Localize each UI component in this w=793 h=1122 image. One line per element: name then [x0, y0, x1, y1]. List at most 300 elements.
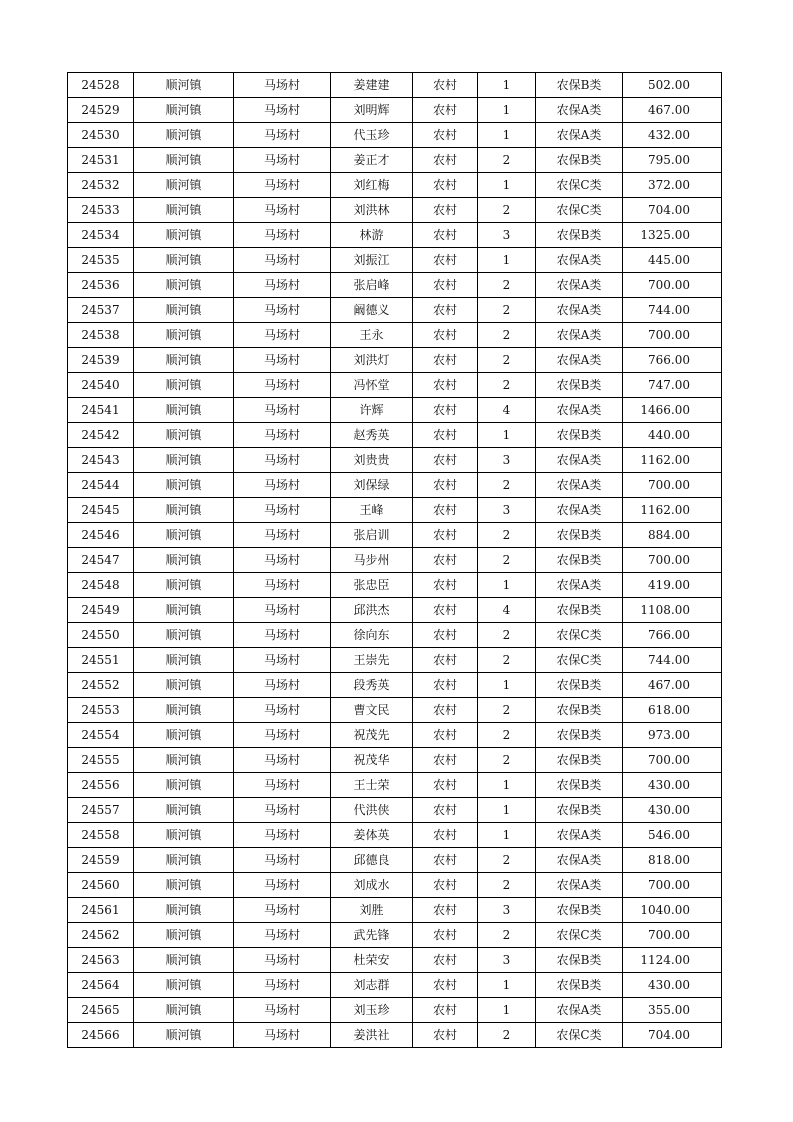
table-row — [68, 848, 722, 873]
cell-area: 农村 — [413, 98, 478, 123]
cell-amount: 1108.00 — [623, 598, 722, 623]
cell-id: 24560 — [68, 873, 134, 898]
cell-town: 顺河镇 — [134, 498, 234, 523]
table-row — [68, 98, 722, 123]
cell-category: 农保B类 — [536, 798, 623, 823]
cell-count: 2 — [478, 198, 536, 223]
cell-amount: 430.00 — [623, 973, 722, 998]
cell-name: 姜洪社 — [331, 1023, 413, 1048]
cell-amount: 372.00 — [623, 173, 722, 198]
cell-name: 代洪侠 — [331, 798, 413, 823]
cell-count: 1 — [478, 573, 536, 598]
cell-area: 农村 — [413, 923, 478, 948]
cell-category: 农保B类 — [536, 598, 623, 623]
cell-area: 农村 — [413, 698, 478, 723]
cell-area: 农村 — [413, 373, 478, 398]
cell-count: 2 — [478, 373, 536, 398]
cell-count: 2 — [478, 723, 536, 748]
cell-id: 24547 — [68, 548, 134, 573]
table-row — [68, 248, 722, 273]
cell-id: 24545 — [68, 498, 134, 523]
cell-name: 冯怀堂 — [331, 373, 413, 398]
cell-area: 农村 — [413, 723, 478, 748]
cell-id: 24551 — [68, 648, 134, 673]
cell-area: 农村 — [413, 848, 478, 873]
cell-town: 顺河镇 — [134, 923, 234, 948]
cell-name: 姜正才 — [331, 148, 413, 173]
cell-town: 顺河镇 — [134, 973, 234, 998]
cell-name: 阚德义 — [331, 298, 413, 323]
cell-name: 曹文民 — [331, 698, 413, 723]
table-row — [68, 873, 722, 898]
cell-town: 顺河镇 — [134, 448, 234, 473]
cell-village: 马场村 — [234, 273, 331, 298]
cell-amount: 1325.00 — [623, 223, 722, 248]
cell-town: 顺河镇 — [134, 248, 234, 273]
cell-name: 刘洪灯 — [331, 348, 413, 373]
cell-category: 农保B类 — [536, 548, 623, 573]
cell-category: 农保A类 — [536, 573, 623, 598]
cell-name: 刘玉珍 — [331, 998, 413, 1023]
cell-amount: 1040.00 — [623, 898, 722, 923]
cell-area: 农村 — [413, 73, 478, 98]
cell-village: 马场村 — [234, 873, 331, 898]
cell-village: 马场村 — [234, 998, 331, 1023]
cell-category: 农保B类 — [536, 523, 623, 548]
cell-category: 农保A类 — [536, 398, 623, 423]
table-row — [68, 673, 722, 698]
cell-town: 顺河镇 — [134, 348, 234, 373]
cell-id: 24528 — [68, 73, 134, 98]
cell-village: 马场村 — [234, 198, 331, 223]
cell-village: 马场村 — [234, 148, 331, 173]
cell-area: 农村 — [413, 323, 478, 348]
cell-count: 3 — [478, 948, 536, 973]
cell-village: 马场村 — [234, 573, 331, 598]
cell-name: 杜荣安 — [331, 948, 413, 973]
cell-amount: 467.00 — [623, 673, 722, 698]
cell-name: 祝茂先 — [331, 723, 413, 748]
cell-area: 农村 — [413, 223, 478, 248]
cell-area: 农村 — [413, 573, 478, 598]
cell-amount: 440.00 — [623, 423, 722, 448]
cell-category: 农保A类 — [536, 448, 623, 473]
cell-id: 24535 — [68, 248, 134, 273]
table-row — [68, 698, 722, 723]
table-row — [68, 948, 722, 973]
cell-town: 顺河镇 — [134, 798, 234, 823]
cell-amount: 430.00 — [623, 798, 722, 823]
cell-name: 刘保绿 — [331, 473, 413, 498]
cell-category: 农保A类 — [536, 848, 623, 873]
cell-category: 农保C类 — [536, 1023, 623, 1048]
cell-id: 24552 — [68, 673, 134, 698]
cell-name: 代玉珍 — [331, 123, 413, 148]
cell-village: 马场村 — [234, 848, 331, 873]
cell-name: 王士荣 — [331, 773, 413, 798]
cell-count: 3 — [478, 223, 536, 248]
cell-name: 段秀英 — [331, 673, 413, 698]
cell-town: 顺河镇 — [134, 998, 234, 1023]
cell-count: 4 — [478, 398, 536, 423]
cell-town: 顺河镇 — [134, 948, 234, 973]
cell-town: 顺河镇 — [134, 548, 234, 573]
cell-id: 24539 — [68, 348, 134, 373]
cell-category: 农保B类 — [536, 973, 623, 998]
cell-town: 顺河镇 — [134, 523, 234, 548]
cell-category: 农保B类 — [536, 373, 623, 398]
cell-village: 马场村 — [234, 348, 331, 373]
cell-village: 马场村 — [234, 648, 331, 673]
cell-category: 农保A类 — [536, 998, 623, 1023]
cell-village: 马场村 — [234, 598, 331, 623]
cell-area: 农村 — [413, 423, 478, 448]
cell-name: 刘贵贵 — [331, 448, 413, 473]
table-row — [68, 573, 722, 598]
cell-count: 2 — [478, 298, 536, 323]
cell-id: 24558 — [68, 823, 134, 848]
cell-village: 马场村 — [234, 948, 331, 973]
cell-amount: 419.00 — [623, 573, 722, 598]
cell-id: 24546 — [68, 523, 134, 548]
cell-village: 马场村 — [234, 298, 331, 323]
cell-name: 张启峰 — [331, 273, 413, 298]
cell-id: 24561 — [68, 898, 134, 923]
cell-category: 农保B类 — [536, 223, 623, 248]
table-row — [68, 123, 722, 148]
cell-town: 顺河镇 — [134, 773, 234, 798]
cell-category: 农保C类 — [536, 173, 623, 198]
table-row — [68, 348, 722, 373]
cell-village: 马场村 — [234, 723, 331, 748]
cell-count: 1 — [478, 798, 536, 823]
cell-amount: 747.00 — [623, 373, 722, 398]
cell-town: 顺河镇 — [134, 748, 234, 773]
table-row — [68, 898, 722, 923]
cell-category: 农保B类 — [536, 698, 623, 723]
cell-category: 农保B类 — [536, 423, 623, 448]
table-row — [68, 973, 722, 998]
cell-category: 农保A类 — [536, 298, 623, 323]
cell-count: 2 — [478, 748, 536, 773]
cell-id: 24549 — [68, 598, 134, 623]
cell-village: 马场村 — [234, 773, 331, 798]
cell-village: 马场村 — [234, 73, 331, 98]
table-row — [68, 498, 722, 523]
cell-id: 24541 — [68, 398, 134, 423]
cell-amount: 467.00 — [623, 98, 722, 123]
cell-area: 农村 — [413, 948, 478, 973]
cell-id: 24542 — [68, 423, 134, 448]
cell-id: 24562 — [68, 923, 134, 948]
cell-count: 1 — [478, 98, 536, 123]
cell-count: 2 — [478, 648, 536, 673]
table-row — [68, 923, 722, 948]
cell-name: 林游 — [331, 223, 413, 248]
cell-village: 马场村 — [234, 473, 331, 498]
cell-area: 农村 — [413, 248, 478, 273]
cell-area: 农村 — [413, 873, 478, 898]
cell-area: 农村 — [413, 298, 478, 323]
cell-count: 2 — [478, 1023, 536, 1048]
cell-count: 2 — [478, 623, 536, 648]
table-row — [68, 223, 722, 248]
cell-count: 2 — [478, 348, 536, 373]
cell-village: 马场村 — [234, 223, 331, 248]
cell-area: 农村 — [413, 273, 478, 298]
cell-id: 24553 — [68, 698, 134, 723]
table-row — [68, 598, 722, 623]
cell-count: 3 — [478, 448, 536, 473]
cell-id: 24540 — [68, 373, 134, 398]
cell-amount: 766.00 — [623, 623, 722, 648]
cell-town: 顺河镇 — [134, 473, 234, 498]
cell-category: 农保A类 — [536, 248, 623, 273]
cell-name: 王崇先 — [331, 648, 413, 673]
cell-category: 农保A类 — [536, 348, 623, 373]
cell-village: 马场村 — [234, 98, 331, 123]
cell-town: 顺河镇 — [134, 873, 234, 898]
table-row — [68, 523, 722, 548]
cell-id: 24533 — [68, 198, 134, 223]
cell-id: 24529 — [68, 98, 134, 123]
cell-count: 1 — [478, 173, 536, 198]
cell-id: 24556 — [68, 773, 134, 798]
cell-name: 邱德良 — [331, 848, 413, 873]
cell-count: 2 — [478, 473, 536, 498]
cell-id: 24557 — [68, 798, 134, 823]
table-row — [68, 198, 722, 223]
cell-amount: 973.00 — [623, 723, 722, 748]
cell-name: 张忠臣 — [331, 573, 413, 598]
table-row — [68, 423, 722, 448]
cell-town: 顺河镇 — [134, 623, 234, 648]
cell-town: 顺河镇 — [134, 373, 234, 398]
cell-name: 刘胜 — [331, 898, 413, 923]
cell-name: 张启训 — [331, 523, 413, 548]
table-body — [68, 73, 722, 1048]
cell-category: 农保B类 — [536, 898, 623, 923]
cell-count: 1 — [478, 73, 536, 98]
cell-village: 马场村 — [234, 173, 331, 198]
cell-village: 马场村 — [234, 898, 331, 923]
cell-area: 农村 — [413, 148, 478, 173]
cell-area: 农村 — [413, 648, 478, 673]
cell-category: 农保A类 — [536, 873, 623, 898]
cell-amount: 818.00 — [623, 848, 722, 873]
cell-amount: 700.00 — [623, 273, 722, 298]
cell-category: 农保A类 — [536, 273, 623, 298]
cell-area: 农村 — [413, 123, 478, 148]
cell-count: 1 — [478, 773, 536, 798]
cell-category: 农保A类 — [536, 98, 623, 123]
cell-name: 刘振江 — [331, 248, 413, 273]
cell-id: 24531 — [68, 148, 134, 173]
cell-town: 顺河镇 — [134, 198, 234, 223]
cell-village: 马场村 — [234, 823, 331, 848]
cell-amount: 744.00 — [623, 648, 722, 673]
cell-category: 农保B类 — [536, 148, 623, 173]
cell-amount: 704.00 — [623, 198, 722, 223]
table-row — [68, 148, 722, 173]
cell-amount: 1466.00 — [623, 398, 722, 423]
cell-amount: 1162.00 — [623, 498, 722, 523]
cell-village: 马场村 — [234, 623, 331, 648]
cell-category: 农保A类 — [536, 473, 623, 498]
cell-town: 顺河镇 — [134, 273, 234, 298]
cell-name: 姜建建 — [331, 73, 413, 98]
cell-village: 马场村 — [234, 548, 331, 573]
cell-id: 24559 — [68, 848, 134, 873]
cell-village: 马场村 — [234, 123, 331, 148]
cell-id: 24543 — [68, 448, 134, 473]
cell-category: 农保C类 — [536, 648, 623, 673]
cell-amount: 1124.00 — [623, 948, 722, 973]
cell-amount: 355.00 — [623, 998, 722, 1023]
cell-id: 24536 — [68, 273, 134, 298]
cell-id: 24532 — [68, 173, 134, 198]
cell-name: 王永 — [331, 323, 413, 348]
cell-name: 刘洪林 — [331, 198, 413, 223]
cell-id: 24550 — [68, 623, 134, 648]
cell-amount: 432.00 — [623, 123, 722, 148]
cell-count: 2 — [478, 698, 536, 723]
cell-village: 马场村 — [234, 498, 331, 523]
cell-town: 顺河镇 — [134, 123, 234, 148]
cell-name: 姜体英 — [331, 823, 413, 848]
cell-town: 顺河镇 — [134, 98, 234, 123]
cell-amount: 700.00 — [623, 923, 722, 948]
cell-category: 农保A类 — [536, 498, 623, 523]
table-row — [68, 173, 722, 198]
cell-category: 农保C类 — [536, 923, 623, 948]
cell-area: 农村 — [413, 973, 478, 998]
cell-name: 邱洪杰 — [331, 598, 413, 623]
cell-village: 马场村 — [234, 673, 331, 698]
cell-count: 1 — [478, 973, 536, 998]
cell-count: 2 — [478, 523, 536, 548]
cell-town: 顺河镇 — [134, 598, 234, 623]
table-row — [68, 73, 722, 98]
cell-area: 农村 — [413, 198, 478, 223]
cell-name: 王峰 — [331, 498, 413, 523]
cell-category: 农保C类 — [536, 623, 623, 648]
cell-area: 农村 — [413, 398, 478, 423]
table-row — [68, 548, 722, 573]
table-row — [68, 473, 722, 498]
table-row — [68, 323, 722, 348]
cell-town: 顺河镇 — [134, 698, 234, 723]
cell-town: 顺河镇 — [134, 723, 234, 748]
cell-category: 农保A类 — [536, 823, 623, 848]
cell-id: 24548 — [68, 573, 134, 598]
table-row — [68, 373, 722, 398]
cell-id: 24566 — [68, 1023, 134, 1048]
cell-count: 1 — [478, 123, 536, 148]
cell-village: 马场村 — [234, 398, 331, 423]
cell-town: 顺河镇 — [134, 898, 234, 923]
table-row — [68, 1023, 722, 1048]
table-row — [68, 823, 722, 848]
cell-count: 1 — [478, 823, 536, 848]
cell-category: 农保A类 — [536, 123, 623, 148]
cell-amount: 700.00 — [623, 748, 722, 773]
cell-amount: 744.00 — [623, 298, 722, 323]
cell-id: 24563 — [68, 948, 134, 973]
cell-category: 农保C类 — [536, 198, 623, 223]
cell-count: 2 — [478, 923, 536, 948]
cell-name: 徐向东 — [331, 623, 413, 648]
table-row — [68, 398, 722, 423]
cell-count: 2 — [478, 273, 536, 298]
cell-area: 农村 — [413, 673, 478, 698]
cell-amount: 700.00 — [623, 323, 722, 348]
cell-town: 顺河镇 — [134, 848, 234, 873]
cell-village: 马场村 — [234, 373, 331, 398]
cell-count: 3 — [478, 498, 536, 523]
cell-area: 农村 — [413, 498, 478, 523]
table-row — [68, 623, 722, 648]
cell-area: 农村 — [413, 348, 478, 373]
cell-id: 24554 — [68, 723, 134, 748]
cell-id: 24555 — [68, 748, 134, 773]
cell-count: 2 — [478, 848, 536, 873]
cell-name: 刘成水 — [331, 873, 413, 898]
cell-count: 2 — [478, 148, 536, 173]
cell-id: 24544 — [68, 473, 134, 498]
cell-village: 马场村 — [234, 448, 331, 473]
cell-amount: 1162.00 — [623, 448, 722, 473]
cell-town: 顺河镇 — [134, 673, 234, 698]
cell-count: 2 — [478, 548, 536, 573]
cell-count: 4 — [478, 598, 536, 623]
cell-village: 马场村 — [234, 423, 331, 448]
cell-category: 农保B类 — [536, 748, 623, 773]
cell-amount: 502.00 — [623, 73, 722, 98]
data-table — [67, 72, 722, 1048]
cell-town: 顺河镇 — [134, 298, 234, 323]
cell-area: 农村 — [413, 598, 478, 623]
cell-category: 农保B类 — [536, 773, 623, 798]
cell-town: 顺河镇 — [134, 423, 234, 448]
cell-amount: 700.00 — [623, 873, 722, 898]
cell-id: 24565 — [68, 998, 134, 1023]
cell-id: 24534 — [68, 223, 134, 248]
cell-town: 顺河镇 — [134, 323, 234, 348]
cell-category: 农保B类 — [536, 948, 623, 973]
cell-count: 2 — [478, 873, 536, 898]
cell-amount: 546.00 — [623, 823, 722, 848]
cell-town: 顺河镇 — [134, 173, 234, 198]
cell-name: 马步州 — [331, 548, 413, 573]
cell-area: 农村 — [413, 748, 478, 773]
cell-amount: 445.00 — [623, 248, 722, 273]
cell-name: 祝茂华 — [331, 748, 413, 773]
cell-town: 顺河镇 — [134, 398, 234, 423]
table-row — [68, 448, 722, 473]
cell-category: 农保B类 — [536, 673, 623, 698]
cell-town: 顺河镇 — [134, 573, 234, 598]
cell-area: 农村 — [413, 898, 478, 923]
cell-name: 许辉 — [331, 398, 413, 423]
cell-town: 顺河镇 — [134, 148, 234, 173]
cell-id: 24530 — [68, 123, 134, 148]
cell-amount: 700.00 — [623, 473, 722, 498]
cell-amount: 766.00 — [623, 348, 722, 373]
cell-area: 农村 — [413, 523, 478, 548]
cell-count: 1 — [478, 423, 536, 448]
table-row — [68, 998, 722, 1023]
